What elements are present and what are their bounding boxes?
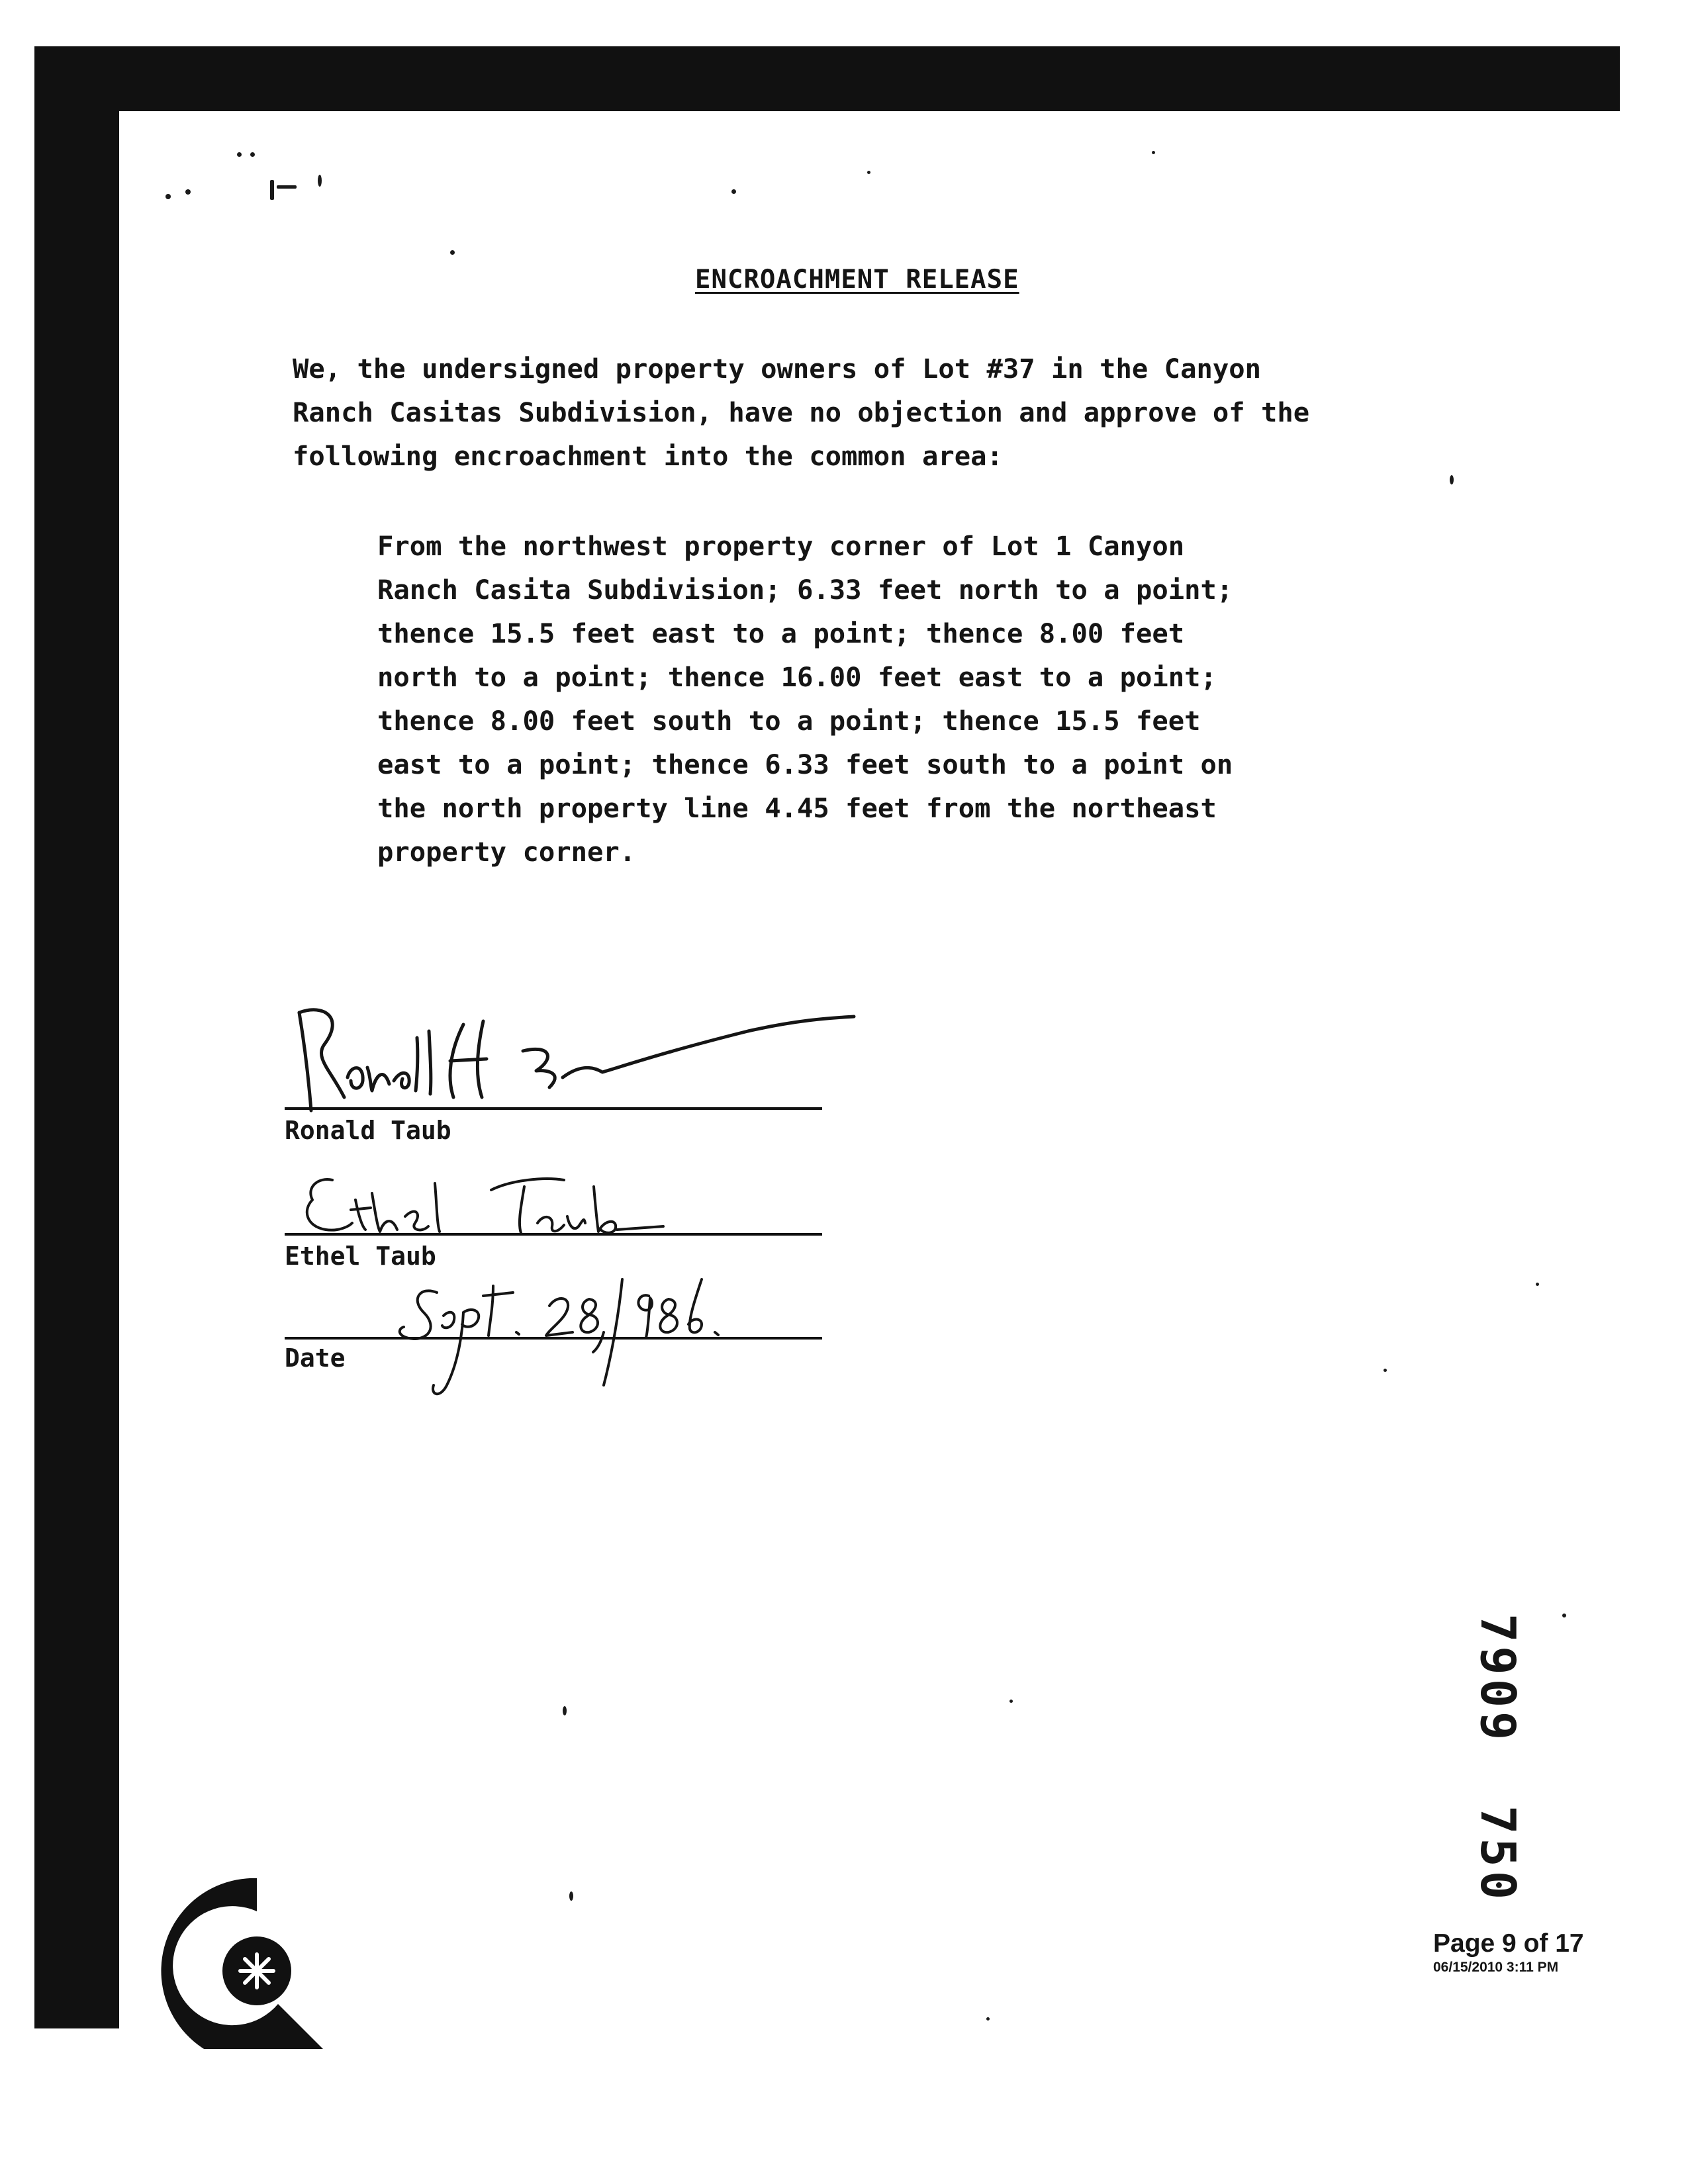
intro-line: Ranch Casitas Subdivision, have no objection and approve of the <box>293 396 1310 428</box>
scan-speck <box>270 180 274 200</box>
scan-speck <box>1536 1283 1539 1286</box>
scan-speck <box>165 194 171 199</box>
signer1-signature-text <box>119 111 120 112</box>
legal-line: property corner. <box>377 836 636 868</box>
signature-line-2 <box>285 1233 822 1236</box>
signature-ethel-taub <box>293 1160 756 1253</box>
signature-line-1 <box>285 1107 822 1110</box>
document-page <box>119 111 1620 2049</box>
legal-line: north to a point; thence 16.00 feet east to a point; <box>377 661 1217 693</box>
scan-speck <box>867 171 870 174</box>
scan-frame <box>34 46 1620 2028</box>
legal-line: From the northwest property corner of Lot 1 Canyon <box>377 530 1185 562</box>
date-value <box>119 111 120 112</box>
signature-ronald-taub <box>285 998 867 1130</box>
scan-speck <box>1562 1614 1566 1617</box>
legal-line: thence 8.00 feet south to a point; thence 15.5 feet <box>377 705 1201 737</box>
intro-line: following encroachment into the common area: <box>293 440 1003 472</box>
signer2-name: Ethel Taub <box>285 1242 436 1271</box>
scan-speck <box>318 175 322 187</box>
scan-speck <box>986 2017 990 2021</box>
signer1-name: Ronald Taub <box>285 1116 451 1145</box>
scan-speck <box>185 189 191 195</box>
margin-number-top: 7909 <box>1470 1614 1526 1745</box>
legal-line: east to a point; thence 6.33 feet south to a point on <box>377 749 1233 780</box>
legal-description <box>377 524 1233 874</box>
scan-speck <box>250 152 255 157</box>
scan-speck <box>1152 151 1155 154</box>
recorder-logo-icon <box>159 1872 377 2049</box>
scan-speck <box>563 1706 567 1715</box>
legal-line: thence 15.5 feet east to a point; thence 8.00 feet <box>377 617 1185 649</box>
scan-speck <box>237 152 242 157</box>
date-label: Date <box>285 1343 346 1373</box>
intro-line: We, the undersigned property owners of Lot #37 in the Canyon <box>293 353 1261 385</box>
page-number: Page 9 of 17 <box>1433 1929 1584 1958</box>
scan-speck <box>450 250 455 255</box>
print-timestamp: 06/15/2010 3:11 PM <box>1433 1960 1559 1975</box>
scan-speck <box>1450 475 1454 484</box>
scan-speck <box>277 185 297 189</box>
scan-speck <box>569 1891 573 1901</box>
legal-line: the north property line 4.45 feet from the northeast <box>377 792 1217 824</box>
signature-line-date <box>285 1337 822 1340</box>
scan-speck <box>1383 1369 1387 1372</box>
margin-number-bottom: 750 <box>1470 1805 1526 1904</box>
scan-speck <box>731 189 736 194</box>
scan-speck <box>1009 1700 1013 1703</box>
legal-line: Ranch Casita Subdivision; 6.33 feet north to a point; <box>377 574 1233 606</box>
signer2-signature-text <box>119 111 120 112</box>
document-title: ENCROACHMENT RELEASE <box>695 265 1019 295</box>
intro-paragraph <box>293 347 1309 478</box>
